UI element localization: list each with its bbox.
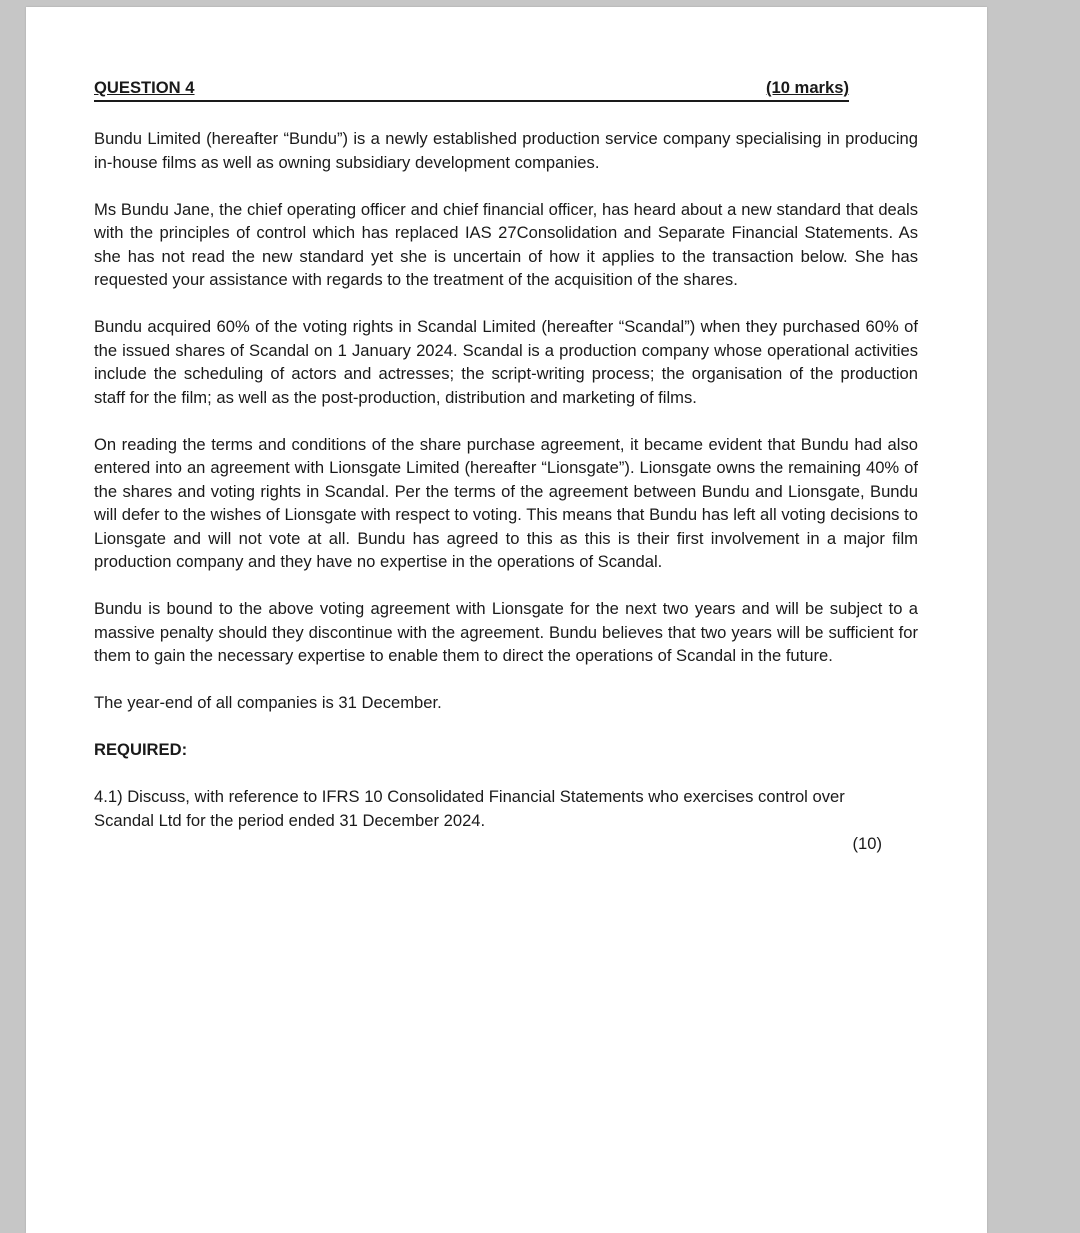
required-task: 4.1) Discuss, with reference to IFRS 10 Consolidated Financial Statements who exercises control over Scandal Ltd for the period ended 31 December 2024. <box>94 787 845 830</box>
paragraph-year-end: The year-end of all companies is 31 December. <box>94 693 442 712</box>
document-content <box>94 76 918 856</box>
paragraph-penalty: Bundu is bound to the above voting agreement with Lionsgate for the next two years and will be subject to a massive penalty should they discontinue with the agreement. Bundu believes that two years will be sufficient for them to gain the necessary expertise to enable them to direct the operations of Scandal in the future. <box>94 599 918 665</box>
document-page <box>26 7 987 1233</box>
required-marks: (10) <box>852 834 882 853</box>
question-marks: (10 marks) <box>765 78 849 97</box>
question-heading <box>94 76 849 102</box>
paragraph-agreement: On reading the terms and conditions of the share purchase agreement, it became evident that Bundu had also entered into an agreement with Lionsgate Limited (hereafter “Lionsgate”). Lionsgate owns the remaining 40% of the shares and voting rights in Scandal. Per the terms of the agreement between Bundu and Lionsgate, Bundu will defer to the wishes of Lionsgate with respect to voting. This means that Bundu has left all voting decisions to Lionsgate and will not vote at all. Bundu has agreed to this as this is their first involvement in a major film production company and they have no expertise in the operations of Scandal. <box>94 434 918 571</box>
paragraph-intro: Bundu Limited (hereafter “Bundu”) is a newly established production service company specialising in producing in-house films as well as owning subsidiary development companies. <box>94 129 918 172</box>
paragraph-background: Ms Bundu Jane, the chief operating officer and chief financial officer, has heard about a new standard that deals with the principles of control which has replaced IAS 27Consolidation and Separate Financial Statements. As she has not read the new standard yet she is uncertain of how it applies to the transaction below. She has requested your assistance with regards to the treatment of the acquisition of the shares. <box>94 199 918 289</box>
question-title: QUESTION 4 <box>94 78 195 97</box>
required-label: REQUIRED: <box>94 740 188 759</box>
paragraph-acquisition: Bundu acquired 60% of the voting rights in Scandal Limited (hereafter “Scandal”) when they purchased 60% of the issued shares of Scandal on 1 January 2024. Scandal is a production company whose operational activities include the scheduling of actors and actresses; the script-writing process; the organisation of the production staff for the film; as well as the post-production, distribution and marketing of films. <box>94 317 918 407</box>
